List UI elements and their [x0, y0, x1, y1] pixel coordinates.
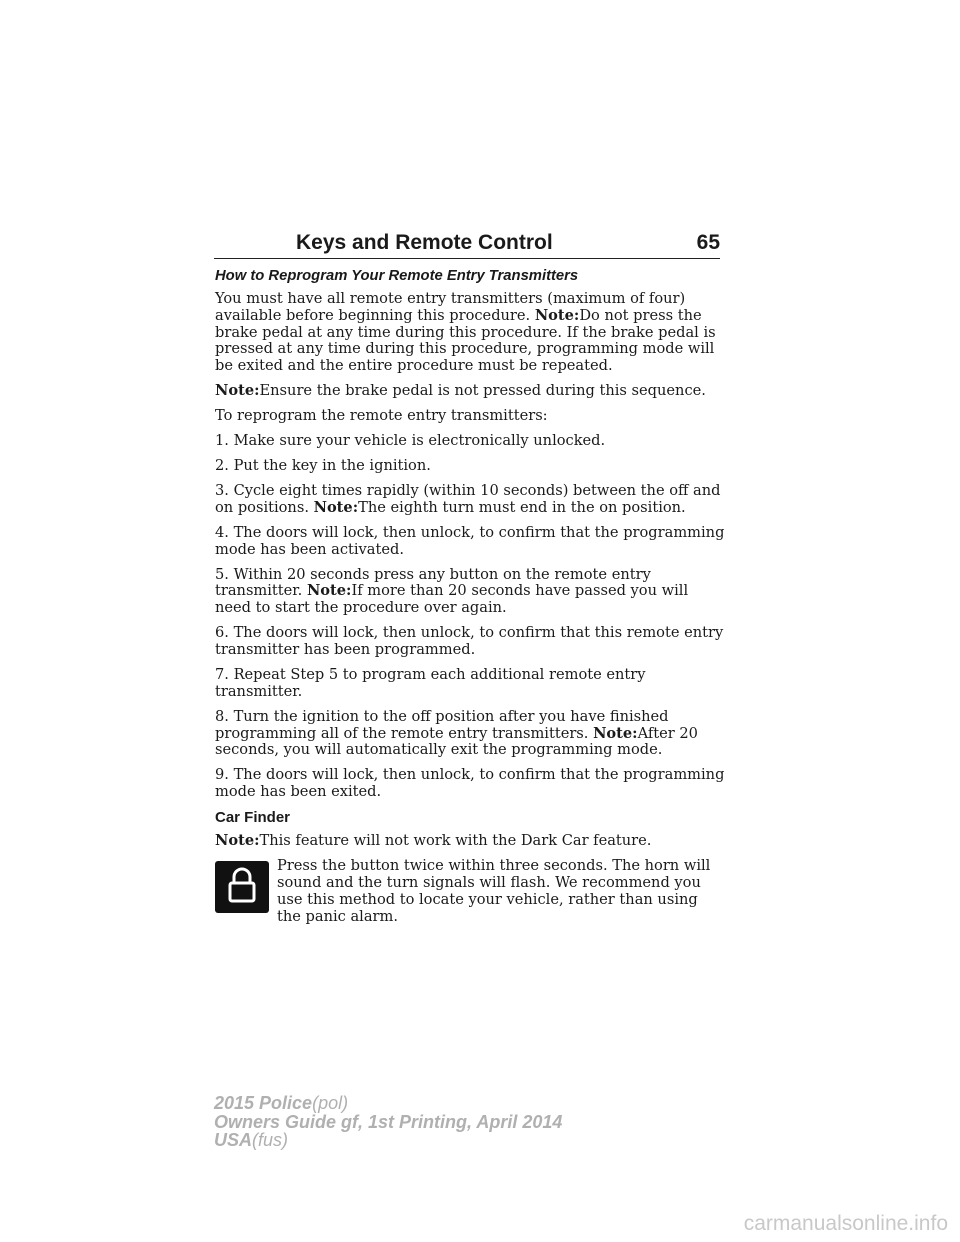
car-finder-body: Press the button twice within three seconds. The horn will sound and the turn signals will flash. We recommend you use this method to locate your vehicle, rather than using the panic alarm.: [277, 857, 711, 925]
page-header: [214, 228, 720, 259]
car-finder-heading: Car Finder: [215, 809, 291, 827]
step-6: 6. The doors will lock, then unlock, to confirm that this remote entry transmitter has been programmed.: [215, 624, 724, 659]
section-title: Keys and Remote Control: [296, 231, 553, 254]
step-3: 3. Cycle eight times rapidly (within 10 seconds) between the off and on positions. Note:The eighth turn must end in the on position.: [215, 482, 721, 516]
step-5: 5. Within 20 seconds press any button on the remote entry transmitter. Note:If more than 20 seconds have passed you will need to start the procedure over again.: [215, 565, 689, 617]
brake-note: Note:Ensure the brake pedal is not pressed during this sequence.: [215, 382, 706, 400]
footer-market-code: (fus): [252, 1130, 289, 1150]
car-finder-instruction: [215, 858, 725, 925]
footer-market: USA: [214, 1130, 253, 1150]
reprogram-heading: How to Reprogram Your Remote Entry Transmitters: [215, 268, 579, 284]
lock-icon: [215, 861, 269, 913]
step-4: 4. The doors will lock, then unlock, to confirm that the programming mode has been activated.: [215, 523, 725, 558]
step-2: 2. Put the key in the ignition.: [215, 457, 431, 475]
page-footer: [214, 1094, 562, 1150]
watermark: carmanualsonline.info: [743, 1212, 948, 1235]
main-content: [215, 268, 725, 925]
footer-model-code: (pol): [312, 1093, 349, 1113]
step-9: 9. The doors will lock, then unlock, to confirm that the programming mode has been exited.: [215, 766, 725, 801]
footer-model: 2015 Police: [214, 1093, 313, 1113]
lead-text: To reprogram the remote entry transmitters:: [215, 407, 548, 425]
step-1: 1. Make sure your vehicle is electronically unlocked.: [215, 432, 606, 450]
intro-paragraph: You must have all remote entry transmitters (maximum of four) available before beginning this procedure. Note:Do not press the brake pedal at any time during this procedure. If the brake pedal is pressed at any time during this procedure, programming mode will be exited and the entire procedure must be repeated.: [215, 290, 716, 375]
step-7: 7. Repeat Step 5 to program each additional remote entry transmitter.: [215, 666, 646, 700]
footer-guide: Owners Guide gf, 1st Printing, April 2014: [214, 1111, 563, 1132]
page-number: 65: [696, 231, 720, 254]
step-8: 8. Turn the ignition to the off position after you have finished programming all of the remote entry transmitters. Note:After 20 seconds, you will automatically exit the programming mode.: [215, 707, 698, 759]
car-finder-note: Note:This feature will not work with the Dark Car feature.: [215, 832, 652, 850]
